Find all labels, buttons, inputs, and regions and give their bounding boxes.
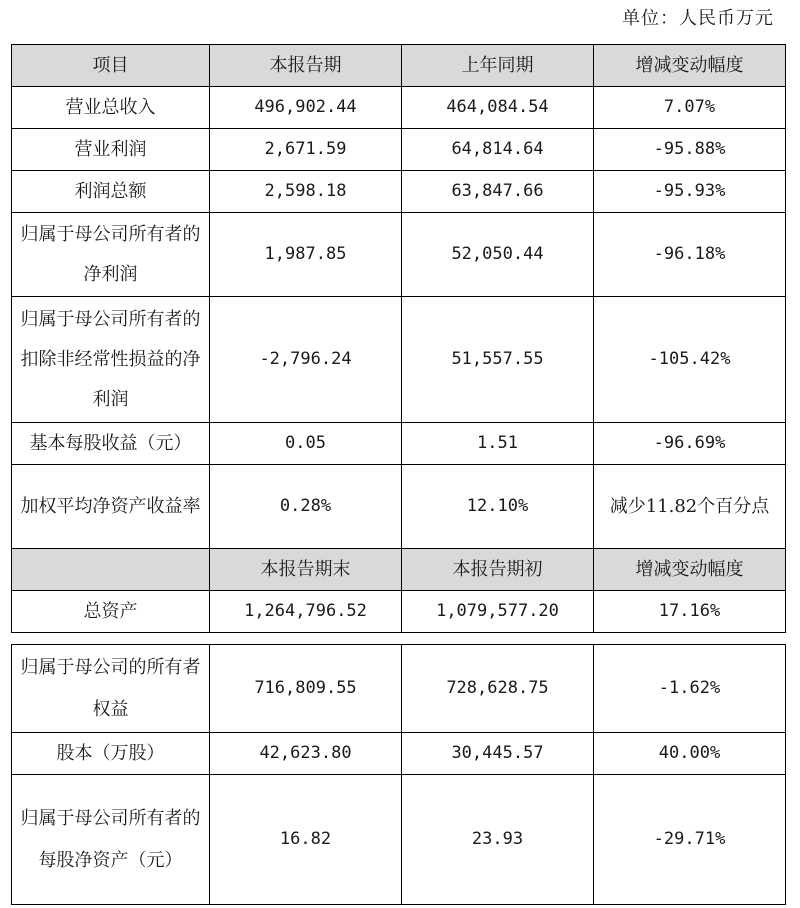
row-label: 营业总收入 xyxy=(12,87,210,129)
row-prior: 464,084.54 xyxy=(402,87,594,129)
header-change: 增减变动幅度 xyxy=(594,45,786,87)
row-current: 1,987.85 xyxy=(210,213,402,297)
row-change: -96.69% xyxy=(594,423,786,465)
row-change: -95.93% xyxy=(594,171,786,213)
row-label: 基本每股收益（元） xyxy=(12,423,210,465)
table-row xyxy=(12,465,786,549)
header2-change: 增减变动幅度 xyxy=(594,549,786,591)
table-row xyxy=(12,87,786,129)
row-prior: 51,557.55 xyxy=(402,297,594,423)
header-item: 项目 xyxy=(12,45,210,87)
table-row xyxy=(12,733,786,775)
row-change: -96.18% xyxy=(594,213,786,297)
row-change: 减少11.82个百分点 xyxy=(594,465,786,549)
table-row xyxy=(12,297,786,423)
row-label: 归属于母公司的所有者权益 xyxy=(12,645,210,733)
row-change: -95.88% xyxy=(594,129,786,171)
table-row xyxy=(12,591,786,633)
header-row xyxy=(12,45,786,87)
financial-table-top xyxy=(11,44,786,633)
row-prior: 728,628.75 xyxy=(402,645,594,733)
row-current: 2,598.18 xyxy=(210,171,402,213)
header-current: 本报告期 xyxy=(210,45,402,87)
row-change: 7.07% xyxy=(594,87,786,129)
row-prior: 30,445.57 xyxy=(402,733,594,775)
row-change: 17.16% xyxy=(594,591,786,633)
row-prior: 63,847.66 xyxy=(402,171,594,213)
row-prior: 23.93 xyxy=(402,775,594,905)
row-prior: 1.51 xyxy=(402,423,594,465)
row-current: 2,671.59 xyxy=(210,129,402,171)
row-change: -1.62% xyxy=(594,645,786,733)
row-prior: 1,079,577.20 xyxy=(402,591,594,633)
row-current: 42,623.80 xyxy=(210,733,402,775)
table-row xyxy=(12,213,786,297)
row-current: 1,264,796.52 xyxy=(210,591,402,633)
header-row-2 xyxy=(12,549,786,591)
table-row xyxy=(12,645,786,733)
row-current: 16.82 xyxy=(210,775,402,905)
row-current: 716,809.55 xyxy=(210,645,402,733)
row-label: 股本（万股） xyxy=(12,733,210,775)
header-prior: 上年同期 xyxy=(402,45,594,87)
row-label: 归属于母公司所有者的每股净资产（元） xyxy=(12,775,210,905)
financial-table-bottom xyxy=(11,644,786,905)
row-prior: 12.10% xyxy=(402,465,594,549)
row-change: -29.71% xyxy=(594,775,786,905)
row-prior: 64,814.64 xyxy=(402,129,594,171)
row-change: 40.00% xyxy=(594,733,786,775)
row-label: 归属于母公司所有者的扣除非经常性损益的净利润 xyxy=(12,297,210,423)
table-row xyxy=(12,129,786,171)
header2-prior: 本报告期初 xyxy=(402,549,594,591)
row-label: 加权平均净资产收益率 xyxy=(12,465,210,549)
header2-blank xyxy=(12,549,210,591)
table-row xyxy=(12,775,786,905)
row-current: 496,902.44 xyxy=(210,87,402,129)
header2-current: 本报告期末 xyxy=(210,549,402,591)
row-prior: 52,050.44 xyxy=(402,213,594,297)
row-label: 利润总额 xyxy=(12,171,210,213)
row-label: 总资产 xyxy=(12,591,210,633)
row-current: 0.28% xyxy=(210,465,402,549)
unit-label: 单位：人民币万元 xyxy=(622,8,774,29)
row-change: -105.42% xyxy=(594,297,786,423)
row-current: -2,796.24 xyxy=(210,297,402,423)
table-row xyxy=(12,423,786,465)
row-label: 营业利润 xyxy=(12,129,210,171)
row-current: 0.05 xyxy=(210,423,402,465)
table-row xyxy=(12,171,786,213)
row-label: 归属于母公司所有者的净利润 xyxy=(12,213,210,297)
